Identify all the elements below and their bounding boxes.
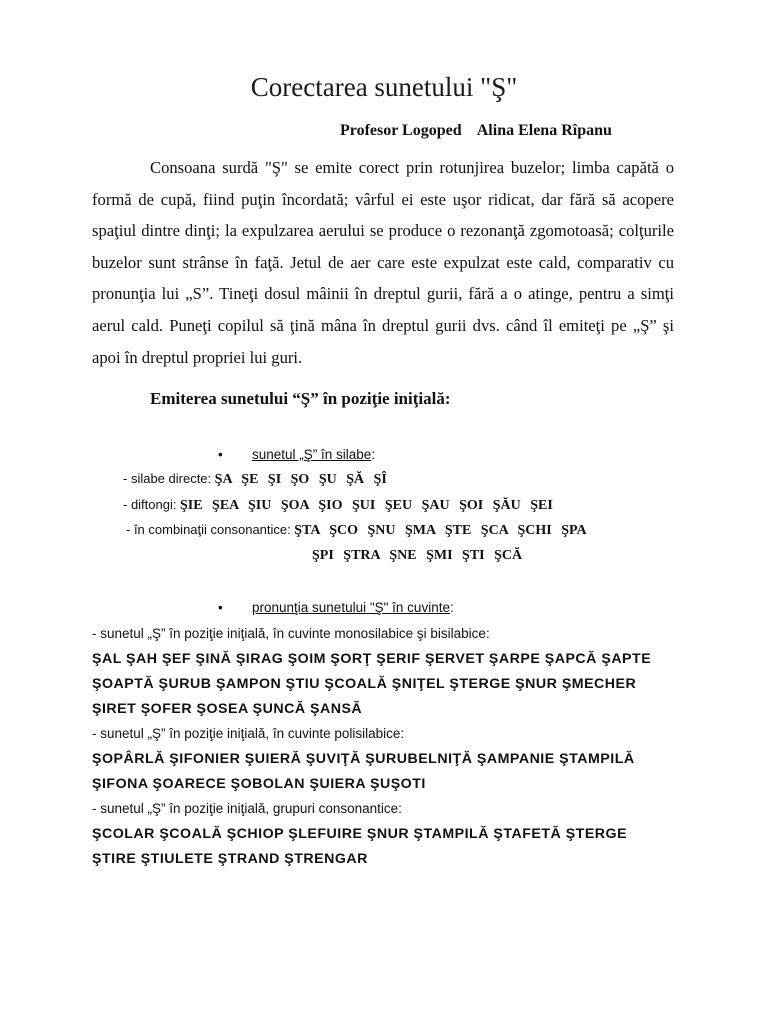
bullet-syllables-text xyxy=(252,447,375,462)
note-polysyllabic: - sunetul „Ş” în poziţie iniţială, în cuvinte polisilabice: xyxy=(92,726,405,741)
words-line: ŞAL ŞAH ŞEF ŞINĂ ŞIRAG ŞOIM ŞORŢ ŞERIF ŞERVET ŞARPE ŞAPCĂ ŞAPTE xyxy=(92,651,652,667)
words-line: ŞIRET ŞOFER ŞOSEA ŞUNCĂ ŞANSĂ xyxy=(92,701,363,717)
syllables-direct-values: ŞA ŞE ŞI ŞO ŞU ŞĂ ŞÎ xyxy=(214,472,387,487)
syllables-diphthong-row xyxy=(123,497,553,514)
syllables-direct-label: - silabe directe: xyxy=(123,471,212,486)
syllables-combo-row-2 xyxy=(312,548,522,564)
syllables-diphthong-label: - diftongi: xyxy=(123,497,177,512)
bullet-syllables-colon: : xyxy=(371,447,376,462)
bullet-dot: • xyxy=(218,447,223,462)
bullet-dot: • xyxy=(218,600,223,615)
section-heading: Emiterea sunetului “Ş” în poziţie iniţială: xyxy=(150,389,451,408)
bullet-words-colon: : xyxy=(449,600,454,615)
document-title: Corectarea sunetului "Ş" xyxy=(250,72,518,102)
note-consonant-groups: - sunetul „Ş” în poziţie iniţială, grupuri consonantice: xyxy=(92,801,402,816)
syllables-combo-label: - în combinaţii consonantice: xyxy=(126,522,291,537)
words-line: ŞTIRE ŞTIULETE ŞTRAND ŞTRENGAR xyxy=(92,851,368,867)
bullet-words-text xyxy=(252,600,454,615)
syllables-combo-values-1: ŞTA ŞCO ŞNU ŞMA ŞTE ŞCA ŞCHI ŞPA xyxy=(294,523,587,538)
syllables-combo-row xyxy=(126,522,587,539)
words-line: ŞCOLAR ŞCOALĂ ŞCHIOP ŞLEFUIRE ŞNUR ŞTAMPILĂ ŞTAFETĂ ŞTERGE xyxy=(92,826,628,842)
bullet-words-label: pronunţia sunetului "Ş" în cuvinte xyxy=(252,600,450,615)
syllables-direct-row xyxy=(123,471,387,488)
intro-paragraph-text: Consoana surdă "Ş" se emite corect prin rotunjirea buzelor; limba capătă o formă de cupă, fiind puţin încordată; vârful ei este uşor ridicat, dar fără să acopere spaţiul dintre dinţi; la expulzarea aerului se produce o rezonanţă zgomotoasă; colţurile buzelor sunt strânse în faţă. Jetul de aer care este expulzat este cald, comparativ cu pronunţia lui „S”. Tineţi dosul mâinii în dreptul gurii, fără a o atinge, pentru a simţi aerul cald. Puneţi copilul să ţină mâna în dreptul gurii dvs. când îl emiteţi pe „Ş” şi apoi în dreptul propriei lui guri. xyxy=(92,158,674,367)
words-line: ŞOAPTĂ ŞURUB ŞAMPON ŞTIU ŞCOALĂ ŞNIŢEL ŞTERGE ŞNUR ŞMECHER xyxy=(92,676,637,692)
syllables-diphthong-values: ŞIE ŞEA ŞIU ŞOA ŞIO ŞUI ŞEU ŞAU ŞOI ŞĂU ŞEI xyxy=(179,498,553,513)
bullet-syllables-label: sunetul „Ş” în silabe xyxy=(252,447,372,462)
intro-paragraph xyxy=(92,152,674,373)
syllables-combo-values-2: ŞPI ŞTRA ŞNE ŞMI ŞTI ŞCĂ xyxy=(312,548,523,563)
words-line: ŞIFONA ŞOARECE ŞOBOLAN ŞUIERA ŞUŞOTI xyxy=(92,776,426,792)
words-line: ŞOPÂRLĂ ŞIFONIER ŞUIERĂ ŞUVIŢĂ ŞURUBELNIŢĂ ŞAMPANIE ŞTAMPILĂ xyxy=(92,751,635,767)
note-monosyllabic: - sunetul „Ş” în poziţie iniţială, în cuvinte monosilabice şi bisilabice: xyxy=(92,626,490,641)
author-line: Profesor Logoped Alina Elena Rîpanu xyxy=(340,122,612,139)
